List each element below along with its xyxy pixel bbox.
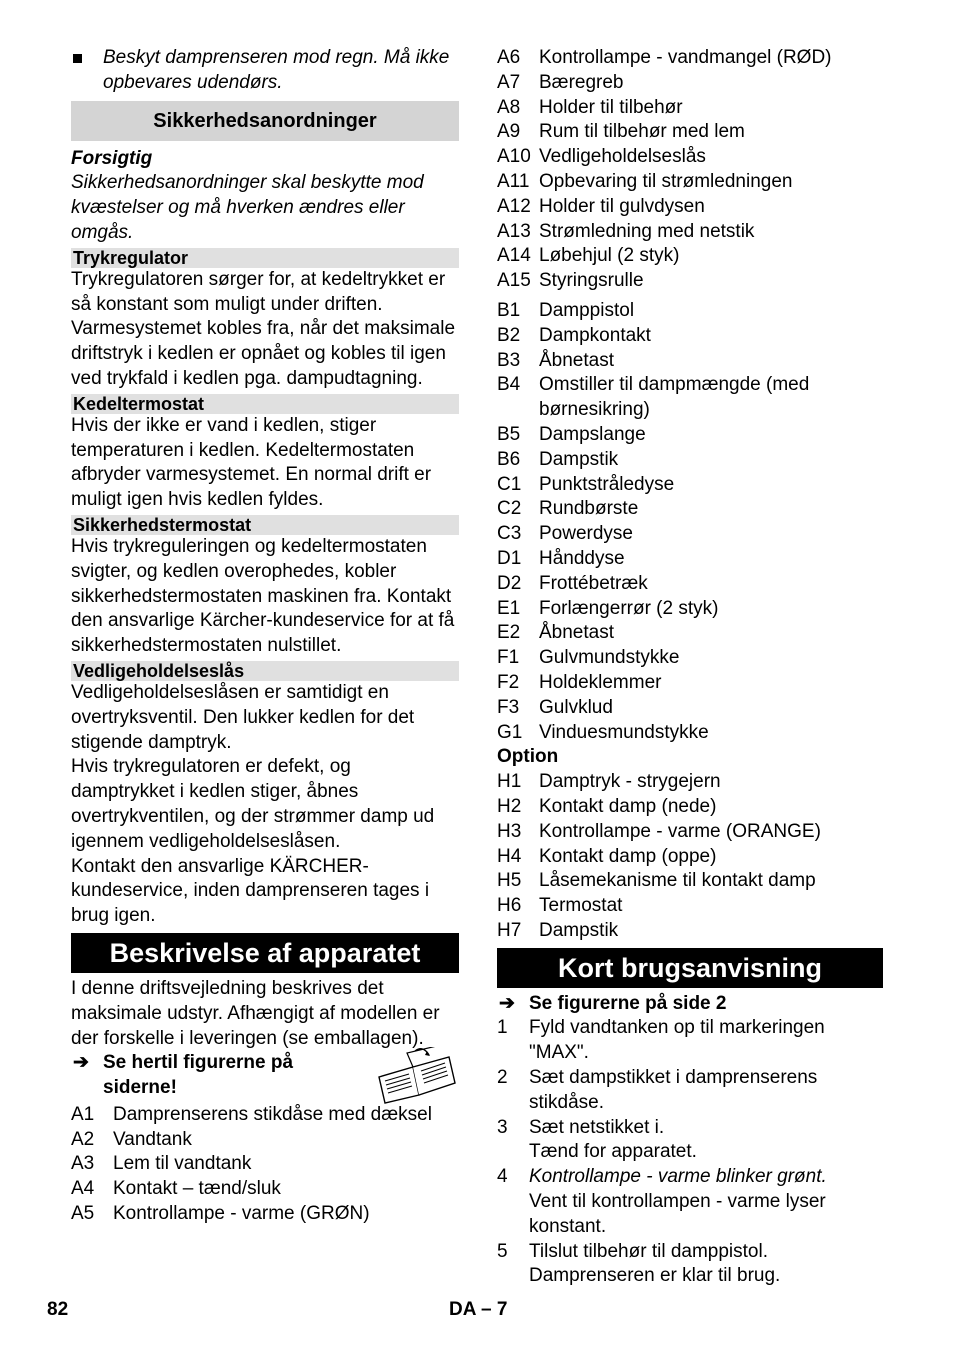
item-key: F2 [497,671,520,693]
item-key: A5 [71,1203,95,1225]
see-page-note [497,992,883,1017]
step-text-2: Vent til kontrollampen - varme lyser konstant. [529,1191,826,1237]
list-item [497,170,883,195]
step-item [497,1066,883,1116]
item-value: Dampstik [539,919,619,941]
item-key: E1 [497,597,521,619]
section-title-safety-thermostat: Sikkerhedstermostat [71,515,459,535]
list-item [497,220,883,245]
description-text: I denne driftsvejledning beskrives det maksimale udstyr. Afhængigt af modellen er der forskelle i leveringen (se emballagen). [71,977,440,1049]
list-item [497,120,883,145]
item-key: A11 [497,170,530,192]
description-heading: Beskrivelse af apparatet [71,933,459,973]
item-key: A2 [71,1128,95,1150]
step-item [497,1116,883,1166]
list-item [497,597,883,622]
list-item [497,522,883,547]
item-value: Bæregreb [539,71,624,93]
item-value: Frottébetræk [539,572,648,594]
item-value: Lem til vandtank [113,1153,252,1175]
list-item [497,572,883,597]
item-value: Dampkontakt [539,324,651,346]
item-key: A10 [497,146,531,168]
list-item [497,349,883,374]
section-text-boiler-thermostat: Hvis der ikke er vand i kedlen, stiger temperaturen i kedlen. Kedeltermostaten afbryder varmesystemet. En normal drift er muligt igen hvis kedlen fyldes. [71,414,432,511]
list-item [497,770,883,795]
item-key: B1 [497,299,521,321]
item-key: B2 [497,324,521,346]
section-text-safety-thermostat: Hvis trykreguleringen og kedeltermostaten svigter, og kedlen overophedes, kobler sikkerhedstermostaten maskinen fra. Kontakt den ansvarlige Kärcher-kundeservice for at få sikkerhedstermostaten nulstillet. [71,535,455,657]
list-item [497,721,883,746]
item-value: Kontrollampe - varme (GRØN) [113,1203,370,1225]
item-key: B4 [497,374,521,396]
section-text-maintenance-lock-2: Hvis trykregulatoren er defekt, og damptrykket i kedlen stiger, åbnes overtrykventilen, og der strømmer damp ud igennem vedligeholdelseslåsen. [71,756,435,852]
item-value: Styringsrulle [539,270,644,292]
list-item [497,373,883,423]
item-value: Holder til gulvdysen [539,195,705,217]
see-figures-text: Se hertil figurerne på siderne! [103,1052,294,1099]
right-column [497,46,883,1289]
step-number: 3 [497,1116,508,1138]
item-value: Kontrollampe - varme (ORANGE) [539,820,821,842]
storage-bullet [71,46,459,96]
item-value: Holder til tilbehør [539,96,683,118]
item-key: A12 [497,195,531,217]
step-text: Sæt netstikket i. [529,1116,665,1138]
list-item [497,448,883,473]
item-value: Kontrollampe - vandmangel (RØD) [539,47,832,68]
item-key: B5 [497,423,521,445]
section-title-boiler-thermostat: Kedeltermostat [71,394,459,414]
step-text: Tilslut tilbehør til damppistol. [529,1240,768,1262]
item-value: Vandtank [113,1128,192,1150]
item-value: Kontakt damp (nede) [539,795,717,817]
list-item [497,894,883,919]
item-key: D1 [497,547,522,569]
item-value: Dampslange [539,423,646,445]
see-figures-note [71,1051,459,1101]
list-item [497,646,883,671]
page-number: 82 [47,1299,69,1320]
item-value: Termostat [539,895,623,917]
list-item [497,145,883,170]
parts-list-a-continued [497,46,883,294]
bullet-text: Beskyt damprenseren mod regn. Må ikke opbevares udendørs. [103,47,450,93]
item-key: E2 [497,622,521,644]
item-value: Forlængerrør (2 styk) [539,597,719,619]
list-item [71,1103,459,1128]
list-item [497,96,883,121]
step-text: Sæt dampstikket i damprenserens stikdåse. [529,1067,818,1113]
item-key: A8 [497,96,521,118]
step-text-2: Damprenseren er klar til brug. [529,1265,781,1287]
item-key: A9 [497,121,521,143]
item-value: Powerdyse [539,523,633,545]
item-value: Låsemekanisme til kontakt damp [539,870,816,892]
list-item [497,324,883,349]
item-key: B3 [497,349,521,371]
list-item [497,696,883,721]
list-item [497,244,883,269]
item-key: C2 [497,498,522,520]
item-key: A4 [71,1178,95,1200]
parts-list-b-g [497,299,883,745]
list-item [71,1177,459,1202]
list-item [497,195,883,220]
item-value: Vinduesmundstykke [539,721,709,743]
item-value: Kontakt damp (oppe) [539,845,717,867]
item-value: Damppistol [539,299,635,321]
square-bullet-icon [73,54,82,63]
item-key: H5 [497,870,522,892]
item-key: B6 [497,448,521,470]
list-item [497,71,883,96]
list-item [71,1152,459,1177]
item-value: Løbehjul (2 styk) [539,245,680,267]
item-key: A1 [71,1103,95,1125]
item-key: A14 [497,245,531,267]
item-key: H4 [497,845,522,867]
item-value: Gulvmundstykke [539,647,680,669]
item-value: Damprenserens stikdåse med dæksel [113,1103,432,1125]
item-value: Omstiller til dampmængde (med børnesikring) [539,374,810,421]
step-item [497,1016,883,1066]
item-value: Strømledning med netstik [539,220,755,242]
item-key: D2 [497,572,522,594]
quick-guide-heading: Kort brugsanvisning [497,948,883,988]
step-number: 5 [497,1240,508,1262]
parts-list-option [497,770,883,944]
section-title-pressure: Trykregulator [71,248,459,268]
section-text-pressure: Trykregulatoren sørger for, at kedeltrykket er så konstant som muligt under driften. Varmesystemet kobles fra, når det maksimale driftstryk i kedlen er opnået og kobles til igen ved trykfald i kedlen pga. dampudtagning. [71,268,456,389]
item-key: A13 [497,220,531,242]
step-text: Kontrollampe - varme blinker grønt. [529,1166,827,1188]
list-item [497,473,883,498]
list-item [497,621,883,646]
item-key: F3 [497,696,520,718]
item-key: F1 [497,647,520,669]
item-key: A15 [497,270,531,292]
item-key: H6 [497,895,522,917]
item-value: Rum til tilbehør med lem [539,121,745,143]
arrow-icon: ➔ [499,992,515,1014]
step-number: 4 [497,1166,508,1188]
item-value: Åbnetast [539,349,614,371]
item-value: Gulvklud [539,696,613,718]
item-key: H2 [497,795,522,817]
list-item [497,845,883,870]
item-value: Damptryk - strygejern [539,771,721,793]
item-value: Dampstik [539,448,619,470]
arrow-icon: ➔ [73,1052,89,1074]
item-key: A6 [497,47,521,68]
item-value: Rundbørste [539,498,639,520]
item-key: G1 [497,721,523,743]
section-text-maintenance-lock-3: Kontakt den ansvarlige KÄRCHER-kundeservice, inden damprenseren tages i brug igen. [71,855,430,927]
list-item [497,869,883,894]
list-item [497,497,883,522]
list-item [497,919,883,944]
section-title-maintenance-lock: Vedligeholdelseslås [71,661,459,681]
item-value: Vedligeholdelseslås [539,146,706,168]
list-item [497,269,883,294]
list-item [71,1202,459,1227]
item-key: H3 [497,820,522,842]
step-item [497,1165,883,1239]
step-text-2: Tænd for apparatet. [529,1141,697,1163]
list-item [497,46,883,71]
see-page-text: Se figurerne på side 2 [529,992,727,1014]
item-key: H1 [497,771,522,793]
step-number: 1 [497,1017,508,1039]
item-key: A3 [71,1153,95,1175]
list-item [497,820,883,845]
steps-list [497,1016,883,1289]
open-book-icon [375,1047,459,1105]
left-column [71,46,459,1227]
item-key: C1 [497,473,522,495]
step-text: Fyld vandtanken op til markeringen "MAX". [529,1017,825,1064]
list-item [497,547,883,572]
option-label: Option [497,746,559,768]
item-value: Holdeklemmer [539,671,662,693]
item-value: Kontakt – tænd/sluk [113,1178,281,1200]
page-code: DA – 7 [449,1299,508,1320]
item-value: Punktstråledyse [539,473,675,495]
item-key: A7 [497,71,521,93]
item-value: Åbnetast [539,622,614,644]
caution-text: Sikkerhedsanordninger skal beskytte mod kvæstelser og må hverken ændres eller omgås. [71,172,424,243]
list-item [497,423,883,448]
item-key: C3 [497,523,522,545]
item-key: H7 [497,919,522,941]
section-text-maintenance-lock: Vedligeholdelseslåsen er samtidigt en overtryksventil. Den lukker kedlen for det stigende damptryk. [71,681,415,753]
safety-heading: Sikkerhedsanordninger [71,101,459,141]
list-item [71,1128,459,1153]
list-item [497,671,883,696]
step-item [497,1240,883,1290]
step-number: 2 [497,1067,508,1089]
list-item [497,299,883,324]
item-value: Opbevaring til strømledningen [539,170,793,192]
caution-title: Forsigtig [71,147,153,169]
item-value: Hånddyse [539,547,625,569]
parts-list-a [71,1103,459,1227]
list-item [497,795,883,820]
